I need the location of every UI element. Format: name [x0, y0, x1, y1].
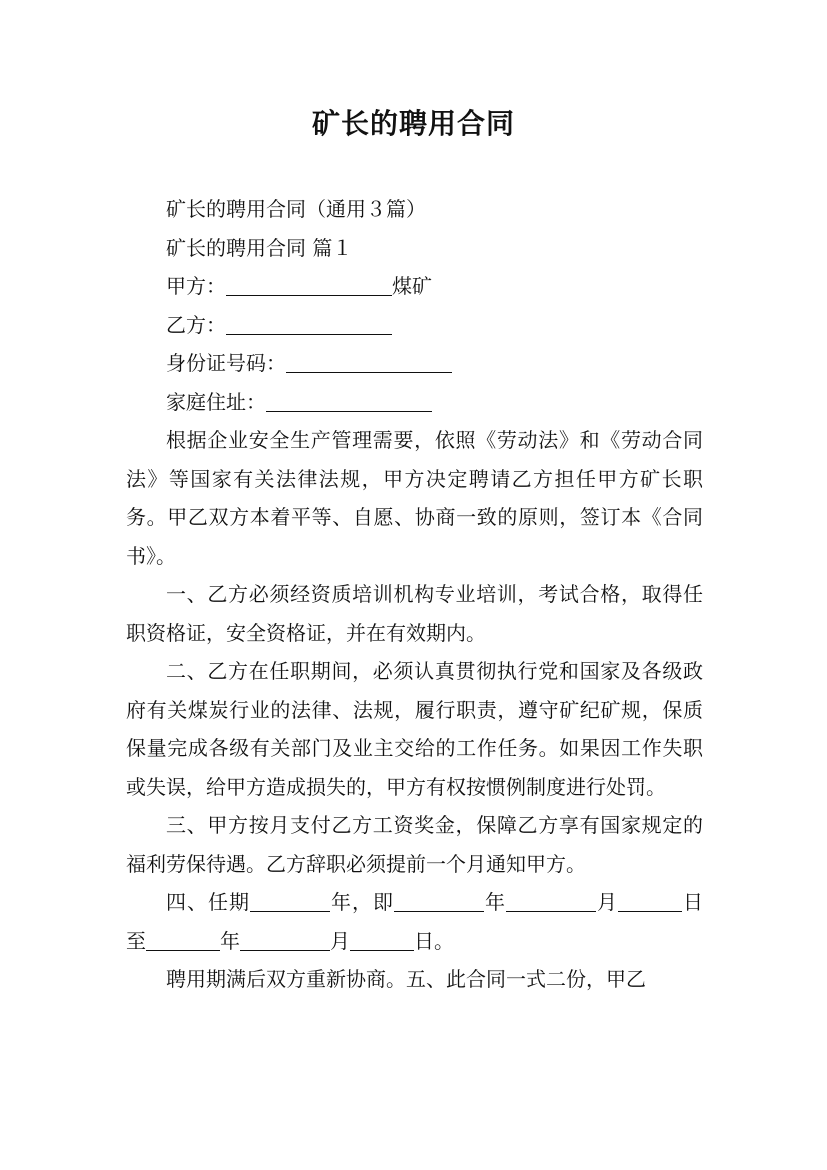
- paragraph-clause-1: 一、乙方必须经资质培训机构专业培训，考试合格，取得任职资格证，安全资格证，并在有效期内。: [126, 582, 703, 645]
- address-line: [126, 383, 703, 422]
- start-year-blank: [394, 887, 484, 912]
- id-number-label: 身份证号码：: [166, 351, 286, 375]
- clause-4-day-end: 日。: [414, 928, 454, 953]
- section-heading: 矿长的聘用合同 篇１: [166, 235, 353, 260]
- document-body: [126, 190, 703, 999]
- clause-4-day-to: 日至: [126, 890, 703, 953]
- paragraph-clause-5: 聘用期满后双方重新协商。五、此合同一式二份，甲乙: [166, 967, 646, 991]
- paragraph-intro: 根据企业安全生产管理需要，依照《劳动法》和《劳动合同法》等国家有关法律法规，甲方决定聘请乙方担任甲方矿长职务。甲乙双方本着平等、自愿、协商一致的原则，签订本《合同书》。: [126, 428, 703, 568]
- clause-4-year-1: 年: [484, 890, 506, 914]
- clause-4-month-1: 月: [596, 890, 618, 914]
- party-b-blank: [226, 310, 392, 335]
- end-day-blank: [350, 926, 414, 951]
- party-a-label: 甲方：: [166, 274, 226, 298]
- party-b-line: [126, 306, 703, 345]
- address-label: 家庭住址：: [166, 389, 266, 414]
- address-blank: [266, 387, 432, 412]
- document-title: 矿长的聘用合同: [311, 107, 515, 140]
- term-years-blank: [250, 887, 330, 912]
- end-month-blank: [240, 926, 330, 951]
- end-year-blank: [146, 926, 220, 951]
- party-a-line: [126, 267, 703, 306]
- party-b-label: 乙方：: [166, 312, 226, 337]
- id-number-line: [126, 344, 703, 383]
- clause-4-term-label: 四、任期: [166, 890, 250, 914]
- clause-4-month-2: 月: [330, 928, 350, 953]
- id-number-blank: [286, 348, 452, 373]
- paragraph-clause-2: 二、乙方在任职期间，必须认真贯彻执行党和国家及各级政府有关煤炭行业的法律、法规，履行职责，遵守矿纪矿规，保质保量完成各级有关部门及业主交给的工作任务。如果因工作失职或失误，给甲方造成损失的，甲方有权按惯例制度进行处罚。: [126, 659, 703, 799]
- paragraph-clause-4: [126, 883, 703, 960]
- clause-4-year-2: 年: [220, 928, 240, 953]
- document-subtitle: 矿长的聘用合同（通用３篇）: [166, 197, 426, 221]
- start-day-blank: [618, 887, 682, 912]
- start-month-blank: [506, 887, 596, 912]
- clause-4-year-that-is: 年，即: [330, 890, 394, 914]
- party-a-blank: [226, 271, 392, 296]
- party-a-suffix: 煤矿: [392, 274, 432, 298]
- paragraph-clause-3: 三、甲方按月支付乙方工资奖金，保障乙方享有国家规定的福利劳保待遇。乙方辞职必须提前一个月通知甲方。: [126, 813, 703, 876]
